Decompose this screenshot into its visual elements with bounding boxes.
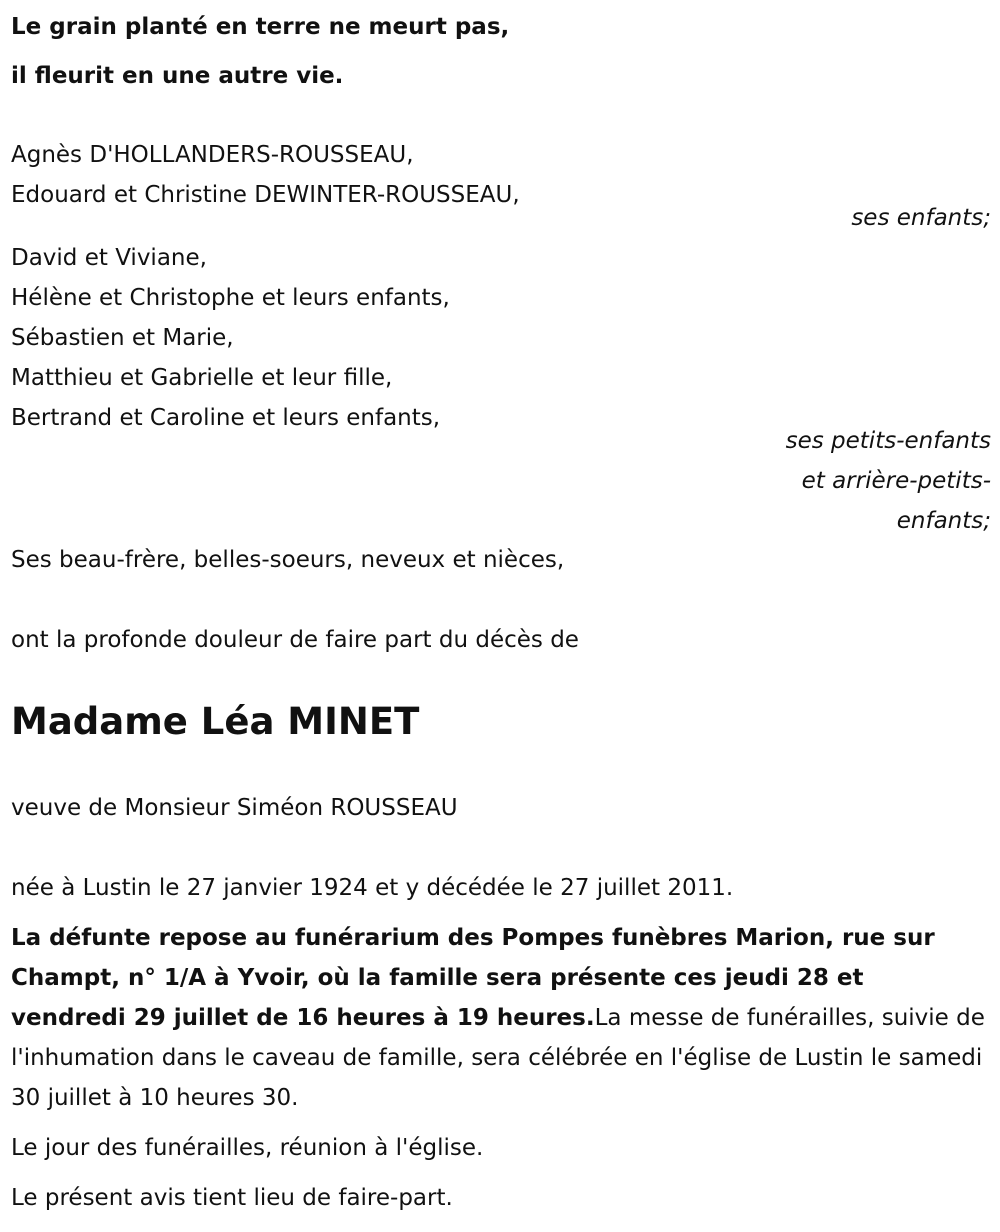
arrangements-bold: La défunte repose au funérarium des Pompes funèbres Marion, rue sur Champt, n° 1/A à Yvoir, où la famille sera présente ces jeudi 28 et vendredi 29 juillet de 16 heures à 19 heures. bbox=[11, 925, 935, 1031]
epigraph-line-2: il fleurit en une autre vie. bbox=[11, 63, 344, 89]
relatives-line: Ses beau-frère, belles-soeurs, neveux et nièces, bbox=[11, 547, 565, 573]
children-role: ses enfants; bbox=[851, 205, 991, 231]
grandchildren-role-line-1: ses petits-enfants bbox=[785, 428, 991, 454]
arrangements-normal: La messe de funérailles, suivie de l'inhumation dans le caveau de famille, sera célébrée en l'église de Lustin le samedi 30 juillet à 10 heures 30. bbox=[11, 1005, 985, 1111]
grandchildren-role-line-3: enfants; bbox=[896, 508, 991, 534]
grandchild-line-1: David et Viviane, bbox=[11, 245, 207, 271]
epigraph-line-1: Le grain planté en terre ne meurt pas, bbox=[11, 14, 510, 40]
grandchild-line-3: Sébastien et Marie, bbox=[11, 325, 234, 351]
arrangements-paragraph bbox=[11, 918, 986, 1118]
child-line-1: Agnès D'HOLLANDERS-ROUSSEAU, bbox=[11, 142, 414, 168]
grandchild-line-4: Matthieu et Gabrielle et leur fille, bbox=[11, 365, 393, 391]
grandchild-line-5: Bertrand et Caroline et leurs enfants, bbox=[11, 405, 441, 431]
meeting-line: Le jour des funérailles, réunion à l'église. bbox=[11, 1135, 484, 1161]
widow-of-line: veuve de Monsieur Siméon ROUSSEAU bbox=[11, 795, 458, 821]
announcement-line: ont la profonde douleur de faire part du décès de bbox=[11, 627, 579, 653]
grandchildren-role-line-2: et arrière-petits- bbox=[801, 468, 991, 494]
born-died-line: née à Lustin le 27 janvier 1924 et y décédée le 27 juillet 2011. bbox=[11, 875, 734, 901]
notice-line: Le présent avis tient lieu de faire-part. bbox=[11, 1185, 453, 1211]
grandchild-line-2: Hélène et Christophe et leurs enfants, bbox=[11, 285, 450, 311]
child-line-2: Edouard et Christine DEWINTER-ROUSSEAU, bbox=[11, 182, 520, 208]
deceased-name: Madame Léa MINET bbox=[11, 700, 420, 743]
